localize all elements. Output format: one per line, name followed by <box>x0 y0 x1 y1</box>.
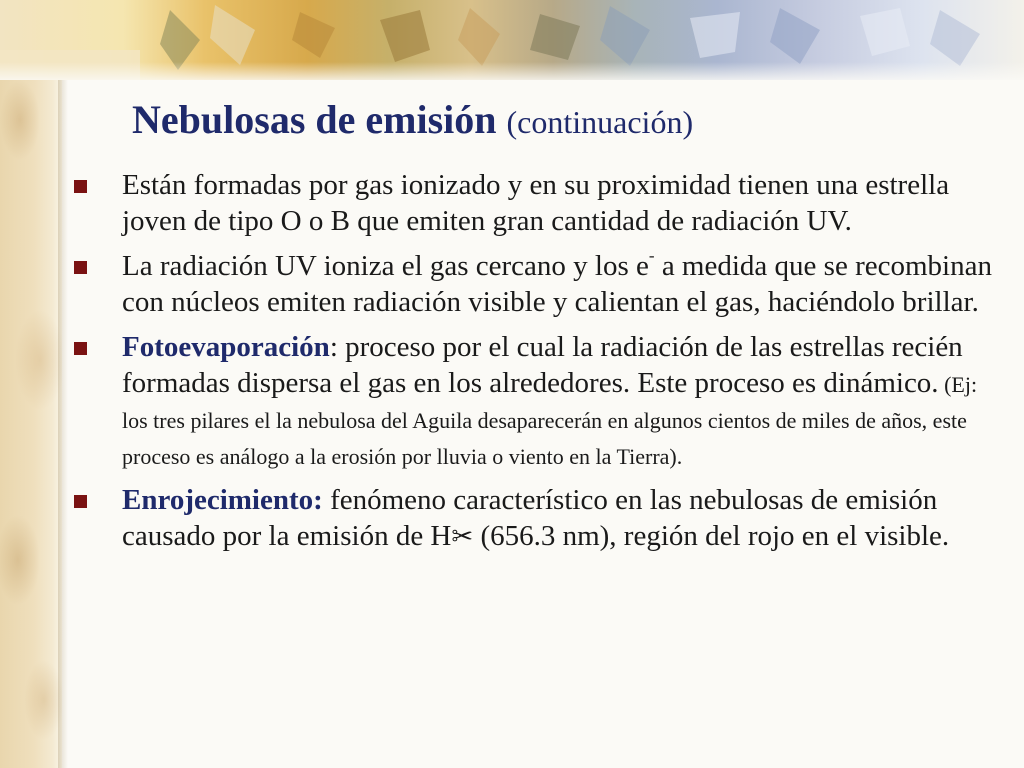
bullet-list <box>74 167 994 564</box>
term-fotoevaporacion: Fotoevaporación <box>122 331 330 363</box>
page-shadow <box>58 78 68 768</box>
square-bullet-icon <box>74 495 87 508</box>
bullet-item-4 <box>74 482 994 555</box>
square-bullet-icon <box>74 342 87 355</box>
scissors-icon: ✂ <box>451 522 474 551</box>
title-main: Nebulosas de emisión <box>132 97 497 142</box>
electron-superscript: - <box>648 246 655 265</box>
bullet-item-3 <box>74 329 994 473</box>
bullet-2-text-after: a medida que se recombinan con núcleos emiten radiación visible y calientan el gas, haciéndolo brillar. <box>122 250 992 318</box>
bullet-item-1 <box>74 167 994 239</box>
banner-fade <box>0 62 1024 80</box>
bullet-4-text-after: (656.3 nm), región del rojo en el visible. <box>473 520 950 552</box>
bullet-4-text-before: fenómeno característico en las nebulosas de emisión causado por la emisión de H <box>122 484 938 552</box>
parchment-border <box>0 0 62 768</box>
decorative-banner <box>0 0 1024 80</box>
slide-title <box>132 96 693 143</box>
bullet-3-note: (Ej: los tres pilares el la nebulosa del Aguila desaparecerán en algunos cientos de miles de años, este proceso es análogo a la erosión por lluvia o viento en la Tierra). <box>122 372 978 469</box>
bullet-1-text: Están formadas por gas ionizado y en su proximidad tienen una estrella joven de tipo O o B que emiten gran cantidad de radiación UV. <box>122 169 950 237</box>
term-enrojecimiento: Enrojecimiento: <box>122 484 323 516</box>
bullet-item-2 <box>74 248 994 320</box>
title-subtitle: (continuación) <box>506 104 694 140</box>
bullet-2-text-before: La radiación UV ioniza el gas cercano y los e <box>122 250 649 282</box>
square-bullet-icon <box>74 180 87 193</box>
square-bullet-icon <box>74 261 87 274</box>
bullet-3-text: : proceso por el cual la radiación de las estrellas recién formadas dispersa el gas en los alrededores. Este proceso es dinámico. <box>122 331 963 399</box>
